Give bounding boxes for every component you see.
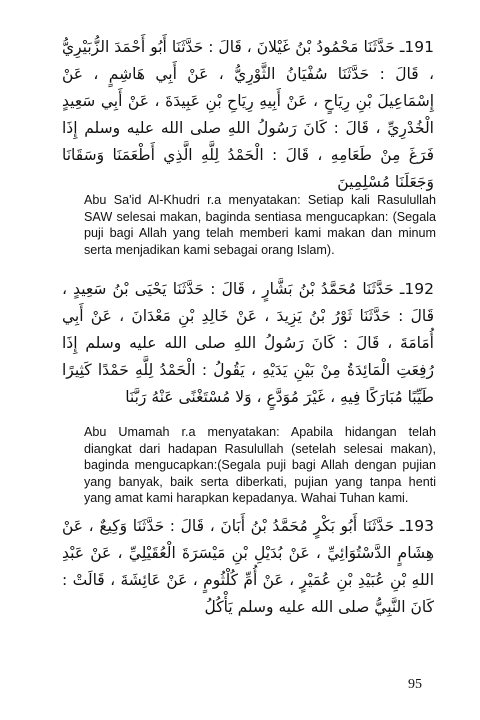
- hadith-191-translation: Abu Sa'id Al-Khudri r.a menyatakan: Setiap kali Rasulullah SAW selesai makan, baginda sentiasa mengucapkan: (Segala puji bagi Allah yang telah memberi kami makan dan minum serta menjadikan kami sebagai orang Islam).: [84, 193, 436, 257]
- hadith-191-arabic-text: 191ـ حَدَّثَنَا مَحْمُودُ بْنُ غَيْلانَ ، قَالَ : حَدَّثَنَا أَبُو أَحْمَدَ الزُّبَيْرِيُّ ، قَالَ : حَدَّثَنَا سُفْيَانُ الثَّوْرِيُّ ، عَنْ أَبِي هَاشِمٍ ، عَنْ إِسْمَاعِيلَ بْنِ رِيَاحٍ ، عَنْ أَبِيهِ رِيَاحِ بْنِ عَبِيدَةَ ، عَنْ أَبِي سَعِيدٍ الْخُدْرِيِّ ، قَالَ : كَانَ رَسُولُ اللهِ صلى الله عليه وسلم إِذَا فَرَغَ مِنْ طَعَامِهِ ، قَالَ : الْحَمْدُ لِلَّهِ الَّذِي أَطْعَمَنَا وَسَقَانَا وَجَعَلَنَا مُسْلِمِينَ: [62, 38, 434, 191]
- page-number: 95: [408, 677, 422, 692]
- hadith-192-translation: Abu Umamah r.a menyatakan: Apabila hidangan telah diangkat dari hadapan Rasulullah (setelah selesai makan), baginda mengucapkan:(Segala puji bagi Allah dengan pujian yang banyak, baik serta diberkati, pujian yang tanpa henti yang amat kami harapkan kepadanya. Wahai Tuhan kami.: [84, 425, 436, 505]
- hadith-192-arabic-text: 192ـ حَدَّثَنَا مُحَمَّدُ بْنُ بَشَّارٍ ، قَالَ : حَدَّثَنَا يَحْيَى بْنُ سَعِيدٍ ، قَالَ : حَدَّثَنَا ثَوْرُ بْنُ يَزِيدَ ، عَنْ خَالِدِ بْنِ مَعْدَانَ ، عَنْ أَبِي أُمَامَةَ ، قَالَ : كَانَ رَسُولُ اللهِ صلى الله عليه وسلم إِذَا رُفِعَتِ الْمَائِدَةُ مِنْ بَيْنِ يَدَيْهِ ، يَقُولُ : الْحَمْدُ لِلَّهِ حَمْدًا كَثِيرًا طَيِّبًا مُبَارَكًا فِيهِ ، غَيْرَ مُوَدَّعٍ ، وَلا مُسْتَغْنًى عَنْهُ رَبَّنَا: [62, 280, 434, 406]
- hadith-193-arabic-text: 193ـ حَدَّثَنَا أَبُو بَكْرٍ مُحَمَّدُ بْنُ أَبَانَ ، قَالَ : حَدَّثَنَا وَكِيعٌ ، عَنْ هِشَامٍ الدَّسْتُوَائِيِّ ، عَنْ بُدَيْلِ بْنِ مَيْسَرَةَ الْعُقَيْلِيِّ ، عَنْ عَبْدِ اللهِ بْنِ عُبَيْدِ بْنِ عُمَيْرٍ ، عَنْ أُمِّ كُلْثُومٍ ، عَنْ عَائِشَةَ ، قَالَتْ : كَانَ النَّبِيُّ صلى الله عليه وسلم يَأْكُلُ: [62, 517, 434, 616]
